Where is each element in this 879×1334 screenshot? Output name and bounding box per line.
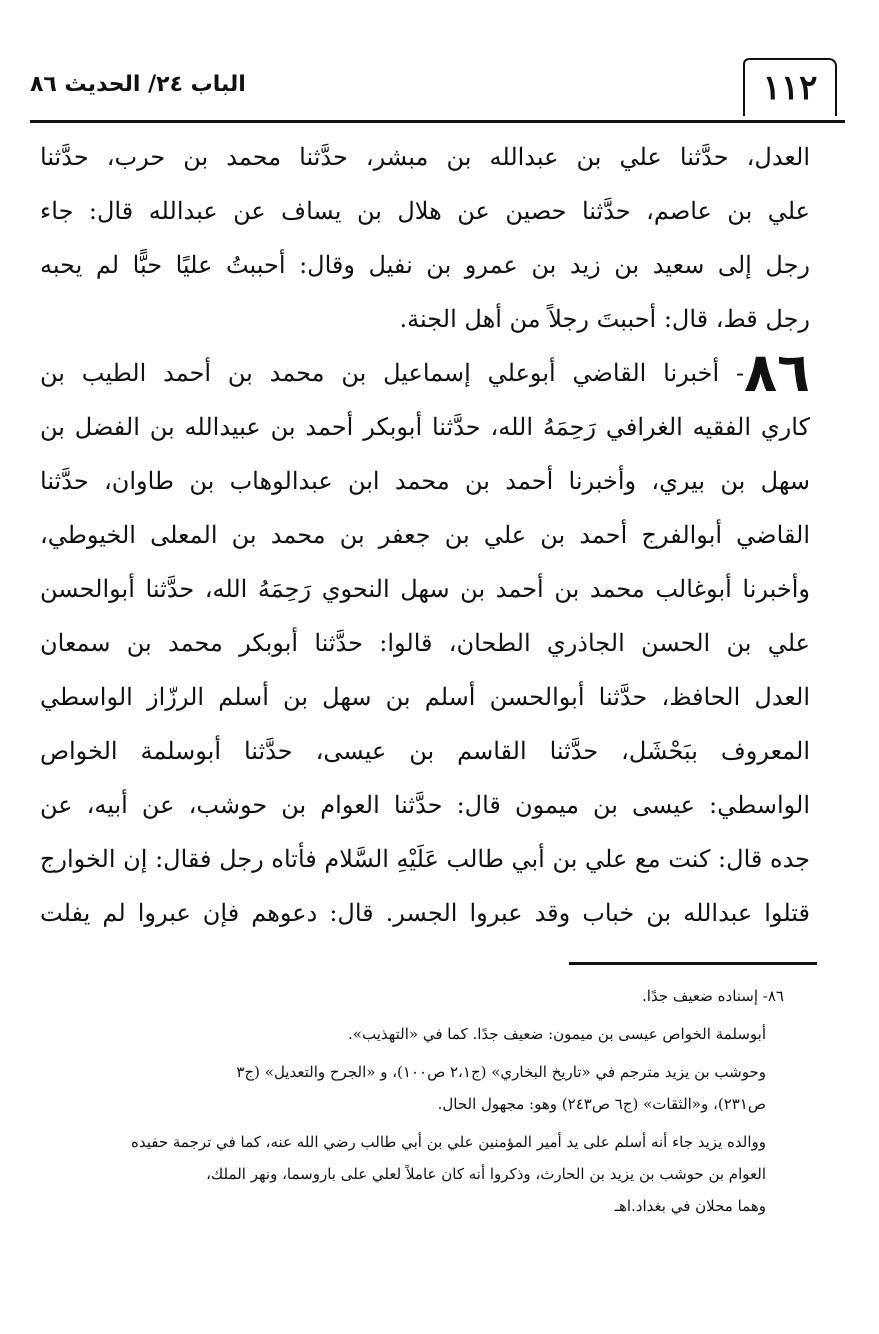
text-line: رجل إلى سعيد بن زيد بن عمرو بن نفيل وقال: أحببتُ عليًا حبًّا لم يحبه [40,251,810,279]
footnote-line: ص٢٣١)، و«الثقات» (ج٦ ص٢٤٣) وهو: مجهول الحال. [437,1095,766,1113]
text-line: رجل قط، قال: أحببتَ رجلاً من أهل الجنة. [399,305,810,333]
hadith-number: ٨٦ [744,346,810,400]
main-text [40,130,810,940]
text-line: المعروف ببَحْشَل، حدَّثنا القاسم بن عيسى، حدَّثنا أبوسلمة الخواص [40,737,810,765]
chapter-hadith-title: الباب ٢٤/ الحديث ٨٦ [30,72,246,97]
hadith-first-line [40,346,810,400]
header-rule [30,120,845,123]
hadith-first-line-text: - أخبرنا القاضي أبوعلي إسماعيل بن محمد بن أحمد الطيب بن [40,359,745,387]
text-line: العدل الحافظ، حدَّثنا أبوالحسن أسلم بن سهل بن أسلم الرزّاز الواسطي [40,683,810,711]
footnote-rule [569,962,817,965]
text-line: كاري الفقيه الغرافي رَحِمَهُ الله، حدَّثنا أبوبكر أحمد بن عبيدالله بن الفضل بن [40,413,810,441]
footnote-item [44,1056,784,1120]
page-header [30,58,845,122]
text-line: علي بن الحسن الجاذري الطحان، قالوا: حدَّثنا أبوبكر محمد بن سمعان [40,629,810,657]
footnote-item [44,1018,784,1050]
text-line: وأخبرنا أبوغالب محمد بن أحمد بن سهل النحوي رَحِمَهُ الله، حدَّثنا أبوالحسن [40,575,810,603]
footnote-line: وحوشب بن يزيد مترجم في «تاريخ البخاري» (ج٢،١ ص١٠٠)، و «الجرح والتعديل» (ج٣ [236,1063,766,1081]
footnote-line: ووالده يزيد جاء أنه أسلم على يد أمير المؤمنين علي بن أبي طالب رضي الله عنه، كما في ترجمة حفيده [130,1133,766,1151]
text-line: سهل بن بيري، وأخبرنا أحمد بن محمد ابن عبدالوهاب بن طاوان، حدَّثنا [40,467,810,495]
footnote-line: أبوسلمة الخواص عيسى بن ميمون: ضعيف جدًا. كما في «التهذيب». [348,1025,766,1043]
text-line: القاضي أبوالفرج أحمد بن علي بن جعفر بن محمد بن المعلى الخيوطي، [40,521,810,549]
text-line: العدل، حدَّثنا علي بن عبدالله بن مبشر، حدَّثنا محمد بن حرب، حدَّثنا [40,143,810,171]
page-number: ١١٢ [743,58,837,116]
text-line: علي بن عاصم، حدَّثنا حصين عن هلال بن يساف عن عبدالله قال: جاء [40,197,810,225]
text-line: قتلوا عبدالله بن خباب وقد عبروا الجسر. قال: دعوهم فإن عبروا لم يفلت [40,899,810,927]
footnote-line: العوام بن حوشب بن يزيد بن الحارث، وذكروا أنه كان عاملاً لعلي على باروسما، ونهر الملك، [206,1165,766,1183]
footnotes [44,980,784,1228]
text-line: الواسطي: عيسى بن ميمون قال: حدَّثنا العوام بن حوشب، عن أبيه، عن [40,791,810,819]
text-line: جده قال: كنت مع علي بن أبي طالب عَلَيْهِ السَّلام فأتاه رجل فقال: إن الخوارج [40,845,810,873]
footnote-item [44,1126,784,1222]
footnote-line: وهما محلان في بغداد.اهـ [614,1197,766,1215]
footnote-head: ٨٦- إسناده ضعيف جدًا. [642,987,784,1005]
